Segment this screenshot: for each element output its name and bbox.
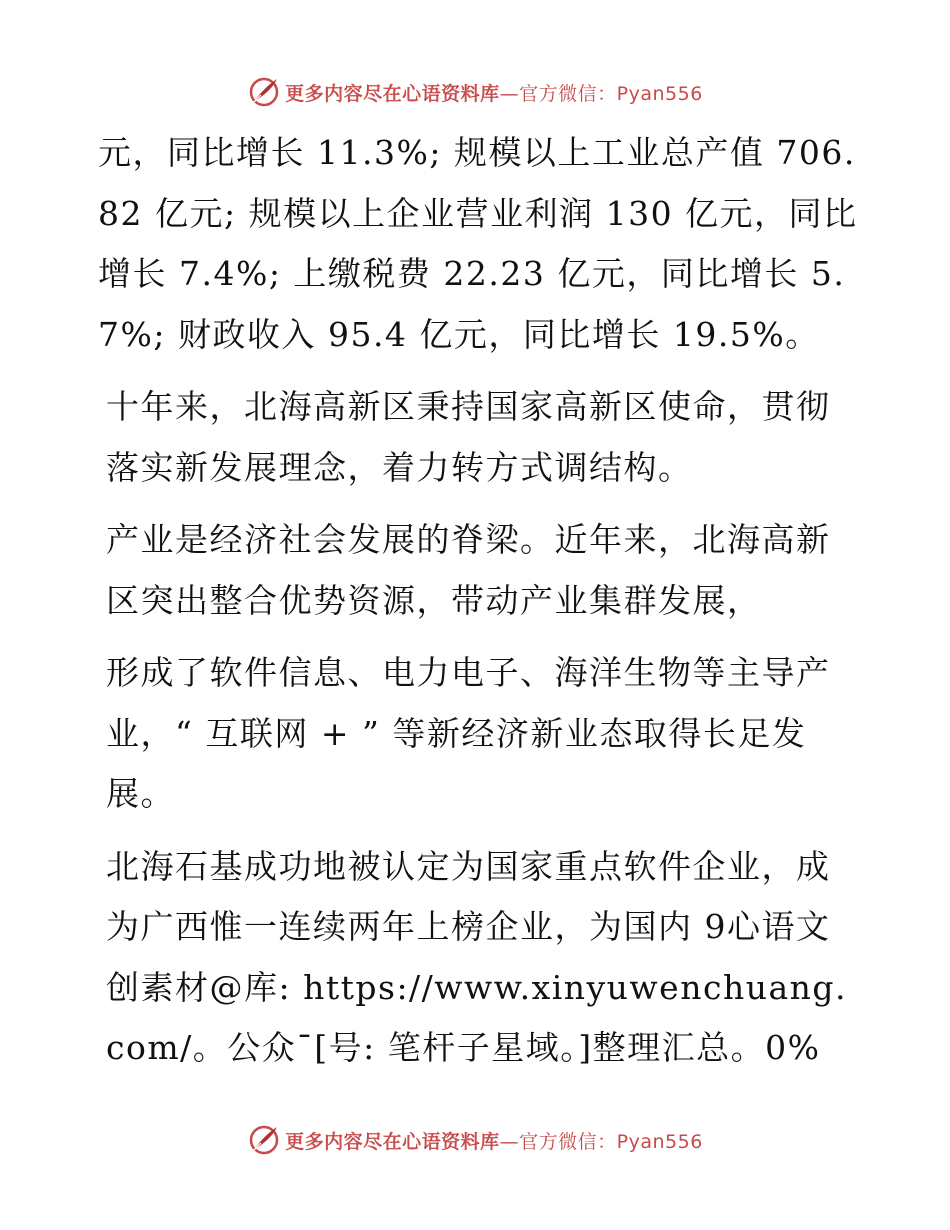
paragraph-ten-years: 十年来，北海高新区秉持国家高新区使命，贯彻落实新发展理念，着力转方式调结构。 (106, 387, 831, 487)
paragraph-industry: 产业是经济社会发展的脊梁。近年来，北海高新区突出整合优势资源，带动产业集群发展， (106, 520, 831, 620)
footer-watermark (0, 1120, 950, 1160)
watermark-contact: —官方微信：Pyan556 (499, 82, 703, 105)
document-body (98, 123, 858, 1091)
paragraph-statistics: 元，同比增长 11.3%; 规模以上工业总产值 706.82 亿元; 规模以上企业营业利润 130 亿元，同比增长 7.4%; 上缴税费 22.23 亿元，同比增长 5.7%; 财政收入 95.4 亿元，同比增长 19.5%。 (98, 133, 858, 354)
watermark-text (285, 79, 703, 106)
watermark-main: 更多内容尽在心语资料库 (285, 1130, 500, 1153)
feather-pen-logo (247, 1123, 281, 1157)
feather-pen-logo (247, 75, 281, 109)
watermark-main: 更多内容尽在心语资料库 (285, 82, 500, 105)
paragraph-leading-industries: 形成了软件信息、电力电子、海洋生物等主导产业，“ 互联网 + ” 等新经济新业态取得长足发展。 (106, 653, 831, 813)
header-watermark (0, 72, 950, 112)
paragraph-shiji: 北海石基成功地被认定为国家重点软件企业，成为广西惟一连续两年上榜企业，为国内 9心语文创素材@库: https://www.xinyuwenchuang.com/。公众¯[号: 笔杆子星域。]整理汇总。0% (106, 846, 847, 1067)
watermark-contact: —官方微信：Pyan556 (499, 1130, 703, 1153)
watermark-text (285, 1127, 703, 1154)
